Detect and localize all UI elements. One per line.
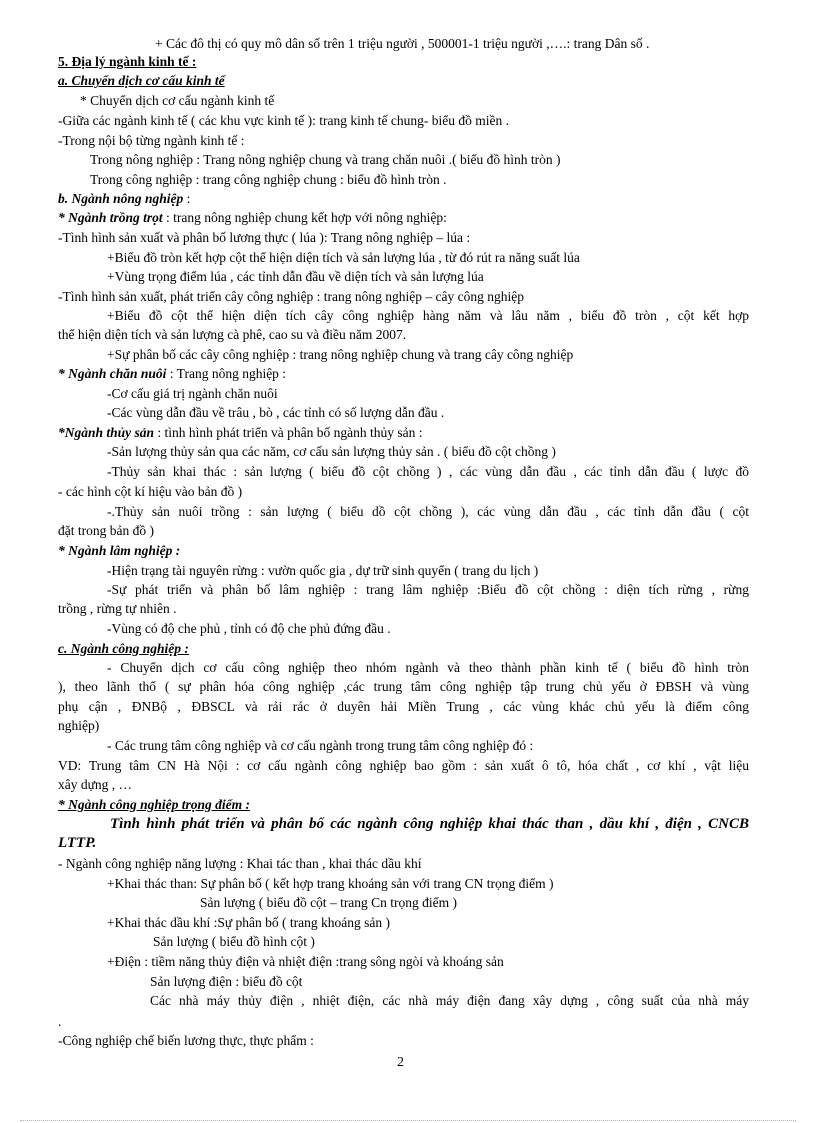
body-text: xây dựng , … [58,777,133,792]
body-text: ), theo lãnh thổ ( sự phân hóa công nghiệp ,các trung tâm công nghiệp tập trung chủ yếu ở ĐBSH và vùng [58,679,749,694]
text-line [58,131,244,150]
text-line [58,677,749,696]
text-line [107,267,484,286]
heading-text: Tình hình phát triển và phân bố các ngành công nghiệp khai thác than , dầu khí , điện , CNCB [110,816,749,832]
body-text: nghiệp) [58,718,100,733]
body-text: : Trang nông nghiệp : [166,366,287,381]
text-line [150,991,749,1010]
body-text: Sản lượng ( biểu đồ cột – trang Cn trọng điểm ) [200,895,458,910]
body-text: - Chuyển dịch cơ cấu công nghiệp theo nhóm ngành và theo thành phần kinh tế ( biểu đồ hình tròn [107,660,749,675]
text-line [58,834,96,853]
body-text: Trong công nghiệp : trang công nghiệp chung : biểu đồ hình tròn . [90,172,447,187]
text-line [58,697,749,716]
body-text: -Giữa các ngành kinh tế ( các khu vực kinh tế ): trang kinh tế chung- biểu đồ miền . [58,113,509,128]
body-text: +Biểu đồ tròn kết hợp cột thể hiện diện tích và sản lượng lúa , từ đó rút ra năng suất lúa [107,250,580,265]
body-text: Sản lượng ( biểu đồ hình cột ) [153,934,315,949]
body-text: : [183,191,191,206]
text-line [153,932,315,951]
body-text: -Vùng có độ che phủ , tỉnh có độ che phủ đứng đầu . [107,621,391,636]
body-text: . [58,1014,62,1029]
body-text: +Vùng trọng điểm lúa , các tỉnh dẫn đầu về diện tích và sản lượng lúa [107,269,484,284]
body-text: + Các đô thị có quy mô dân số trên 1 triệu người , 500001-1 triệu người ,….: trang Dân số . [155,36,650,51]
body-text: - Ngành công nghiệp năng lượng : Khai tác than , khai thác dầu khí [58,856,422,871]
heading-text: a. Chuyển dịch cơ cấu kinh tế [58,73,225,88]
body-text: đặt trong bản đồ ) [58,523,154,538]
body-text: -Công nghiệp chế biến lương thực, thực phẩm : [58,1033,314,1048]
text-line [107,248,580,267]
body-text: : trang nông nghiệp chung kết hợp với nông nghiệp: [162,210,447,225]
text-line [58,521,154,540]
body-text: -.Thủy sản nuôi trồng : sản lượng ( biểu dồ cột chồng ), các vùng dẫn đầu , các tỉnh dẫn đầu ( cột [107,504,749,519]
body-text: - các hình cột kí hiệu vào bản đồ ) [58,484,243,499]
body-text: -Hiện trạng tài nguyên rừng : vườn quốc gia , dự trữ sinh quyển ( trang du lịch ) [107,563,539,578]
text-line [107,952,504,971]
text-line [58,775,132,794]
text-line [107,345,573,364]
text-line [58,854,422,873]
text-line [58,795,250,814]
body-text: trồng , rừng tự nhiên . [58,601,177,616]
text-line [107,913,390,932]
heading-text: * Ngành lâm nghiệp : [58,543,181,558]
body-text: +Khai thác dầu khí :Sự phân bố ( trang khoáng sản ) [107,915,390,930]
text-line [58,228,470,247]
heading-text: * Ngành trồng trọt [58,210,163,225]
text-line [58,287,524,306]
text-line [90,150,560,169]
heading-text: *Ngành thủy sản [58,425,155,440]
text-line [58,111,509,130]
heading-text: * Ngành chăn nuôi [58,366,167,381]
text-line [58,639,189,658]
body-text: -Sự phát triển và phân bố lâm nghiệp : trang lâm nghiệp :Biểu đồ cột chồng : diện tích rừng , rừng [107,582,749,597]
text-line [58,756,749,775]
text-line [90,170,446,189]
body-text: -Các vùng dẫn đầu về trâu , bò , các tỉnh có số lượng dẫn đầu . [107,405,445,420]
heading-text: LTTP. [58,835,97,851]
text-line [58,1012,61,1031]
body-text: thể hiện diện tích và sản lượng cà phê, cao su và điều năm 2007. [58,327,407,342]
text-line [58,716,99,735]
text-line [107,502,749,521]
text-line [107,403,444,422]
body-text: -Tình hình sản xuất và phân bố lương thực ( lúa ): Trang nông nghiệp – lúa : [58,230,471,245]
body-text: +Khai thác than: Sự phân bố ( kết hợp trang khoáng sản với trang CN trọng điểm ) [107,876,554,891]
text-line [107,874,554,893]
text-line [58,52,196,71]
body-text: -Cơ cấu giá trị ngành chăn nuôi [107,386,278,401]
text-line [107,619,391,638]
body-text: Trong nông nghiệp : Trang nông nghiệp chung và trang chăn nuôi .( biểu đồ hình tròn ) [90,152,561,167]
body-text: - Các trung tâm công nghiệp và cơ cấu ngành trong trung tâm công nghiệp đó : [107,738,534,753]
text-line [107,561,538,580]
body-text: -Tình hình sản xuất, phát triển cây công nghiệp : trang nông nghiệp – cây công nghiệp [58,289,525,304]
body-text: +Biểu đồ cột thể hiện diện tích cây công nghiệp hàng năm và lâu năm , biểu đồ tròn , cột kết hợp [107,308,749,323]
text-line [107,442,556,461]
text-line [107,658,749,677]
body-text: VD: Trung tâm CN Hà Nội : cơ cấu ngành công nghiệp bao gồm : sản xuất ô tô, hóa chất , cơ khí , vật liệu [58,758,749,773]
body-text: phụ cận , ĐNBộ , ĐBSCL và rải rác ở duyên hải Miền Trung , các vùng khác chủ yếu là điểm công [58,699,749,714]
body-text: +Điện : tiềm năng thủy điện và nhiệt điện :trang sông ngòi và khoáng sản [107,954,504,969]
text-line [110,815,749,834]
body-text: : tình hình phát triển và phân bố ngành thủy sản : [154,425,423,440]
body-text: +Sự phân bố các cây công nghiệp : trang nông nghiệp chung và trang cây công nghiệp [107,347,574,362]
text-line [58,71,225,90]
body-text: -Thủy sản khai thác : sản lượng ( biểu đồ cột chồng ) , các vùng dẫn đầu , các tỉnh dẫn đầu ( lược đồ [107,464,749,479]
text-line [58,189,190,208]
page-number: 2 [397,1055,404,1070]
text-line [200,893,457,912]
text-line [107,384,278,403]
text-line [107,580,749,599]
text-line [58,364,286,383]
heading-text: c. Ngành công nghiệp : [58,641,189,656]
body-text: Các nhà máy thủy điện , nhiệt điện, các nhà máy điện đang xây dựng , công suất của nhà máy [150,993,749,1008]
body-text: -Trong nội bộ từng ngành kinh tế : [58,133,245,148]
text-line [107,462,749,481]
body-text: * Chuyển dịch cơ cấu ngành kinh tế [80,93,275,108]
page-bottom-divider [20,1120,796,1121]
text-line [58,599,177,618]
text-line [107,736,533,755]
text-line [58,1031,314,1050]
text-line [80,91,274,110]
text-line [107,306,749,325]
heading-text: * Ngành công nghiệp trọng điểm : [58,797,251,812]
text-line [155,34,649,53]
body-text: Sản lượng điện : biểu đồ cột [150,974,303,989]
heading-text: b. Ngành nông nghiệp [58,191,184,206]
text-line [58,423,423,442]
body-text: -Sản lượng thủy sản qua các năm, cơ cấu sản lượng thủy sản . ( biểu đồ cột chồng ) [107,444,556,459]
text-line [150,972,302,991]
text-line [58,208,447,227]
text-line [58,325,406,344]
text-line [58,541,180,560]
text-line [58,482,242,501]
heading-text: 5. Địa lý ngành kinh tế : [58,54,197,69]
